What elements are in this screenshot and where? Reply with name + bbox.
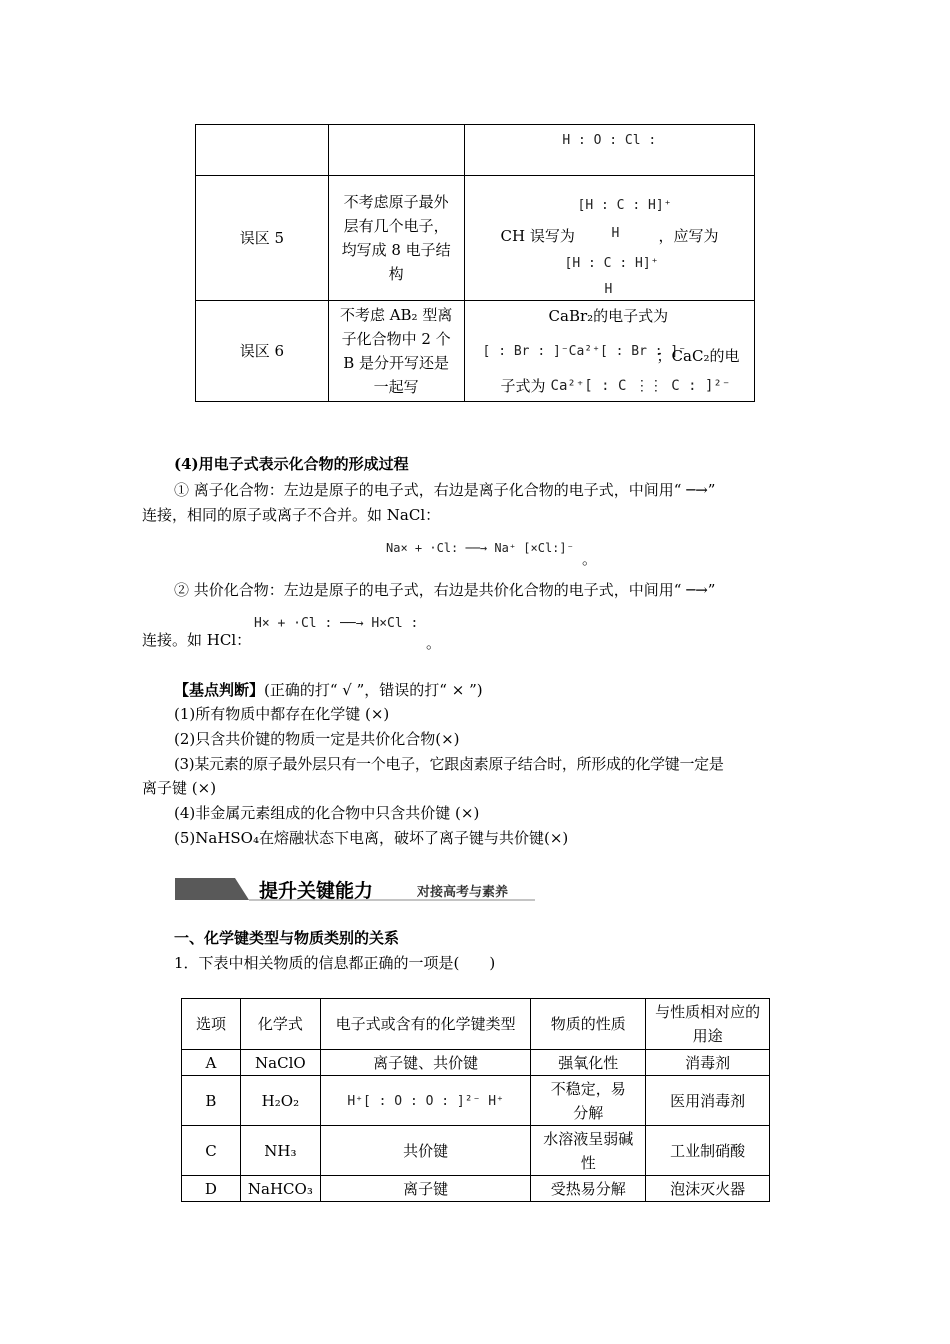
judge-item: (5)NaHSO₄在熔融状态下电离，破坏了离子键与共价键(×)	[174, 829, 569, 847]
cell-usage: 泡沫灭火器	[646, 1176, 770, 1202]
judge-item: (2)只含共价键的物质一定是共价化合物(×)	[174, 730, 460, 748]
cabr2-electron-formula: [ : Br : ]⁻Ca²⁺[ : Br : ]⁻	[482, 344, 687, 359]
table-row	[196, 176, 755, 301]
hcl-end-mark: 。	[426, 634, 442, 652]
zone6-label: 误区 6	[196, 301, 329, 402]
cell-usage: 医用消毒剂	[646, 1076, 770, 1126]
ch-wrong-sub: H	[611, 226, 620, 241]
section-banner	[175, 876, 535, 900]
cell-usage: 消毒剂	[646, 1050, 770, 1076]
cell-bond-formula: H⁺[ : O : O : ]²⁻ H⁺	[347, 1093, 504, 1109]
ionic-explanation-2: 连接，相同的原子或离子不合并。如 NaCl：	[142, 506, 441, 524]
question-1: 1．下表中相关物质的信息都正确的一项是( )	[174, 954, 496, 972]
options-table	[181, 998, 770, 1202]
cell-usage: 工业制硝酸	[646, 1126, 770, 1176]
hocl-electron-formula: H : O : Cl :	[562, 133, 657, 148]
zone6-desc: 不考虑 AB₂ 型离子化合物中 2 个 B 是分开写还是一起写	[328, 301, 464, 402]
header-formula: 化学式	[240, 999, 320, 1050]
table-header-row	[182, 999, 770, 1050]
banner-subtitle: 对接高考与素养	[417, 885, 509, 900]
header-property: 物质的性质	[531, 999, 646, 1050]
error-zone-table	[195, 124, 755, 402]
cac2-caption: ；CaC₂的电	[656, 347, 740, 365]
cell-formula: NaHCO₃	[240, 1176, 320, 1202]
cell-formula: H₂O₂	[240, 1076, 320, 1126]
cabr2-caption: CaBr₂的电子式为	[548, 307, 669, 325]
judge-item-continued: 离子键 (×)	[142, 779, 217, 797]
cell-property: 水溶液呈弱碱性	[531, 1126, 646, 1176]
cell-option: C	[182, 1126, 241, 1176]
section4-heading: (4)用电子式表示化合物的形成过程	[174, 455, 409, 473]
cell-option: D	[182, 1176, 241, 1202]
ch-right-sub: H	[604, 282, 613, 297]
judge-header	[142, 678, 842, 702]
part1-heading: 一、化学键类型与物质类别的关系	[174, 929, 400, 947]
cell-formula: NH₃	[240, 1126, 320, 1176]
zone5-label: 误区 5	[196, 176, 329, 301]
judge-note: (正确的打“ √ ”，错误的打“ × ”)	[264, 681, 483, 699]
table-row	[182, 1176, 770, 1202]
nacl-end-mark: 。	[582, 550, 598, 568]
banner-title: 提升关键能力	[259, 880, 374, 902]
table-row	[182, 1050, 770, 1076]
cell-option: B	[182, 1076, 241, 1126]
table-row	[182, 1126, 770, 1176]
covalent-explanation-2: 连接。如 HCl：	[142, 631, 252, 649]
zone5-desc: 不考虑原子最外层有几个电子，均写成 8 电子结构	[328, 176, 464, 301]
cell-property: 受热易分解	[531, 1176, 646, 1202]
covalent-explanation-1: ② 共价化合物：左边是原子的电子式，右边是共价化合物的电子式，中间用“ ─→”	[174, 581, 716, 599]
cell-bond: 离子键	[320, 1176, 531, 1202]
cell-option: A	[182, 1050, 241, 1076]
table-row	[182, 1076, 770, 1126]
judge-item: (4)非金属元素组成的化合物中只含共价键 (×)	[174, 804, 480, 822]
ch-wrong-formula: [H : C : H]⁺	[577, 198, 672, 213]
ionic-explanation-1: ① 离子化合物：左边是原子的电子式，右边是离子化合物的电子式，中间用“ ─→”	[174, 481, 716, 499]
header-option: 选项	[182, 999, 241, 1050]
nacl-formation-formula: Na× + ·Cl: ──→ Na⁺ [×Cl:]⁻	[386, 541, 574, 555]
cell-bond: 离子键、共价键	[320, 1050, 531, 1076]
ch-should-text: ，应写为	[658, 227, 719, 245]
ch-wrong-text: CH 误写为	[500, 227, 575, 245]
hcl-formation-formula: H× + ·Cl : ──→ H×Cl :	[254, 616, 419, 631]
cell-property: 强氧化性	[531, 1050, 646, 1076]
cac2-electron-formula: Ca²⁺[ : C ⋮⋮ C : ]²⁻	[550, 378, 731, 394]
judge-item: (1)所有物质中都存在化学键 (×)	[174, 705, 390, 723]
header-usage: 与性质相对应的用途	[646, 999, 770, 1050]
cell-bond: 共价键	[320, 1126, 531, 1176]
cell-formula: NaClO	[240, 1050, 320, 1076]
table-row	[196, 125, 755, 176]
judge-item: (3)某元素的原子最外层只有一个电子，它跟卤素原子结合时，所形成的化学键一定是	[174, 755, 724, 773]
judge-title: 【基点判断】	[174, 681, 265, 699]
cac2-caption-2: 子式为	[500, 377, 546, 395]
ch-right-formula: [H : C : H]⁺	[564, 256, 659, 271]
table-row	[196, 301, 755, 402]
cell-property: 不稳定，易分解	[531, 1076, 646, 1126]
header-bond-type: 电子式或含有的化学键类型	[320, 999, 531, 1050]
